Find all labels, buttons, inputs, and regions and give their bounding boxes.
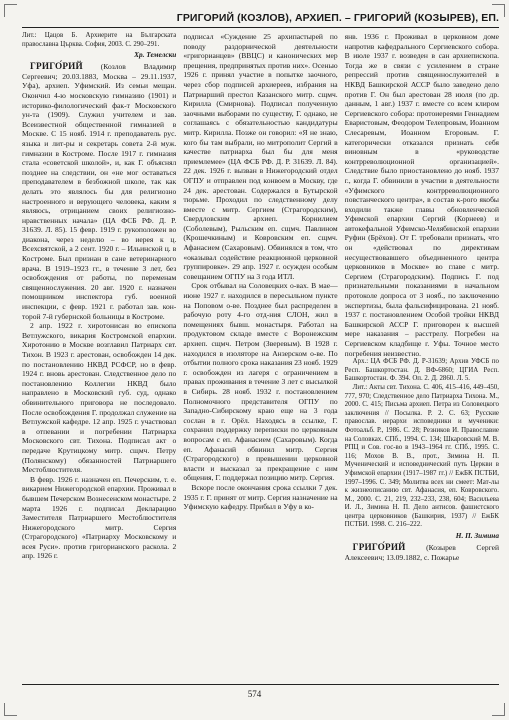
entry-paragraph: янв. 1936 г. Проживал в церковном доме напротив кафедрального Сергиевского собора. В июле 1937 г. возведен в сан архиепископа. Тогда же в связи с усилением в стране репрессий против священнослужителей в НКВД Башкирской АССР было заведено дело против Г. Он был арестован 28 июля (по др. данным, 1 авг.) 1937 г. вместе со всем клиром Сергиевского собора: протоиереями Геннадием Еваристовым, Феодором Телепровым, Иоанном Слесаревым, Иоанном Егоровым. Г. категорически отказался признать себя виновным в «руководстве контрреволюционной организацией». Следствие было приостановлено до нояб. 1937 г., когда Г. обвинили в участии в деятельности «Уфимского контрреволюционного повстанческого центра», в состав к-рого якобы входили также главы обновленческой Уфимской епархии Сергий (Корнеев) и автокефальной Уфимско-Челябинской епархии Руфин (Брёхов). От Г. требовали признать, что он «действовал по директивам несуществовавшего объединенного центра церковников в Москве» во главе с митр. Сергием (Страгородским). Подпись Г. под признательными показаниями в начальном протоколе допроса от 3 нояб., по заключению экспертизы, была фальсифицирована. 21 нояб. 1937 г. постановлением Особой тройки НКВД Башкирской АССР Г. приговорен к высшей мере наказания – расстрелу. Погребен на Сергиевском кладбище г. Уфы. Точное место погребения неизвестно.: [344, 32, 499, 358]
entry-paragraph: [22, 62, 176, 321]
running-header-title: ГРИГОРИЙ (КОЗЛОВ), АРХИЕП. – ГРИГОРИЙ (КОЗЫРЕВ), ЕП.: [176, 12, 499, 24]
entry-paragraph: подписал «Суждение 25 архипастырей по поводу раздорнической деятельности «григорианцев» (ВВЦС) и канонических мер прещения, предпринятых против них». Осенью 1926 г. принял участие в попытке заочного, через сбор подписей архиереев, избрания на Патриарший престол Казанского митр. сщмч. Кирилла (Смирнова). Подписал полученную заочными выборами по существу, Г. однако, не соглашаясь с обязательностью кандидатуры митр. Кирилла. Позже он говорил: «Я не знаю, кого бы там выбрали, но митрополит Сергий в качестве патриарха был бы для меня приемлемее» (ЦА ФСБ РФ. Д. Р. 31639. Л. 84). 22 дек. 1926 г. вызван в Нижегородский отдел ОГПУ и отправлен под конвоем в Москву, где 24 дек. арестован. Содержался в Бутырской тюрьме. Проходил по следственному делу вместе с митр. Сергием (Страгородским), Свердловским архиеп. Корнилием (Соболевым), Рыльским еп. сщмч. Павлином (Крошечкиным) и Ковровским еп. сщмч. Афанасием (Сахаровым). Обвинялся в том, что «оказывал содействие реакционной церковной группировке». 29 апр. 1927 г. осужден особым совещанием ОГПУ на 3 года ИТЛ.: [183, 32, 338, 281]
crop-mark-bottom-right: [492, 703, 505, 716]
entry-paragraph: [345, 543, 499, 562]
literature-note: Лит.: Акты свт. Тихона. С. 406, 415–416, 449–450, 777, 970; Следственное дело Патриарха Тихона. М., 2000. С. 415; Письма архиеп. Петра из Соловецкого заключения // Посылка. Р. 2. С. 63; Русские православ. иерархи исповедники и мученики: Фотоальб. Р., 1986. С. 28; Резников И. Православие на Соловках. СПб., 1994. С. 134; Шкаровский М. В. РПЦ и Сов. гос-во в 1943–1964 гг. СПб., 1995. С. 116; Мохов В. В., прот., Зимина Н. П. Мученический и исповеднический путь Церкви в Уфимской епархии (1917–1987 гг.) // ЕжБК ПСТБИ, 1997–1996. С. 349; Молитва всех ни смеет: Мат-лы к жизнеописанию свт. Афанасия, еп. Ковровского. М., 2000. С. 21, 219, 232–233, 238, 604; Васильева И. Л., Зимина Н. П. Дело антисов. фашистского центра церковников (Башкирия, 1937) // ЕжБК ПСТБИ. 1998. С. 216–222.: [344, 383, 499, 529]
column-middle: [183, 32, 337, 687]
page-number: 574: [247, 689, 262, 699]
author-signature: Хр. Темелски: [134, 50, 177, 60]
literature-note: Лит.: Цацов Б. Архиерите на Българската православна Църква. София, 2003. С. 290–291.: [22, 32, 177, 48]
archives-note: Арх.: ЦА ФСБ РФ. Д. Р-31639; Архив УФСБ по Респ. Башкортостан. Д. ВФ-6860; ЦГИА Респ. Башкортостан. Ф. 394. Оп. 2. Д. 2860. Л. 5.: [344, 358, 499, 383]
entry-headword: ГРИГО́РИЙ: [352, 542, 406, 553]
entry-paragraph: В февр. 1926 г. назначен еп. Печерским, т. е. викарием Нижегородской епархии. Проживал в бывшем Печерском Вознесенском монастыре. 2 марта 1926 г. подписал Декларацию Заместителя Патриаршего Местоблюстителя Нижегородского митр. Сергия (Страгородского) «Патриарху Московскому и всея Руси». против григорианского раскола. 2 апр. 1926 г.: [22, 474, 177, 561]
crop-mark-bottom-left: [4, 703, 17, 716]
column-right: [345, 32, 499, 687]
column-left: [22, 32, 176, 687]
running-header: [22, 12, 499, 28]
article-columns: [22, 32, 499, 687]
crop-mark-top-left: [4, 4, 17, 17]
entry-paragraph: Срок отбывал на Соловецких о-вах. В мае—июне 1927 г. находился в пересыльном пункте на Поповом о-ве. Позднее был распределен в рабочую роту 4-го отд-ния СЛОН, жил в помещениях бывш. монастыря. Работал на продуктовом складе вместе с Воронежским архиеп. сщмч. Петром (Зверевым). В 1928 г. находился в изоляторе на Анзерском о-ве. По отбытии полного срока наказания 23 нояб. 1929 г. освобожден из лагеря с ограничением в правах проживания в течение 3 лет с высылкой в Сибирь. 28 нояб. 1932 г. постановлением Полномочного представителя ОГПУ по Западно-Сибирскому краю еще на 3 года сослан в г. Орёл. Находясь в ссылке, Г. сохранил поддержку переписки по церковным вопросам с еп. Афанасием (Сахаровым). Когда еп. Афанасий обвинил митр. Сергия (Страгородского) в превышении церковной власти и высказал за прекращение с ним общения, Г. поддержал позицию митр. Сергия.: [183, 281, 338, 483]
entry-paragraph: Вскоре после окончания срока ссылки 7 дек. 1935 г. Г. принят от митр. Сергия назначение на Уфимскую кафедру. Прибыл в Уфу в ко-: [183, 482, 338, 512]
entry-text: (Козырев Сергей Алексеевич; 13.09.1882, с. Пожарье: [344, 543, 499, 562]
entry-text: (Козлов Владимир Сергеевич; 20.03.1883, Москва – 29.11.1937, Уфа), архиеп. Уфимский. Из семьи мещан. Окончил 4-ю московскую гимназию (1901) и историко-филологический фак-т Московского ун-та (1909). Служил учителем и зав. Всеизвестной общественной гимназией в Москве. С 15 нояб. 1914 г. преподаватель рус. языка и лит-ры и секретарь совета 2-й муж. гимназии в Костроме. После 1917 г. гимназия стала «советской школой», и, как Г. объяснял позднее на следствии, он «не мог оставаться преподавателем в безбожной школе, так как делать это являлось бы для религиозно настроенного и верующего человека, каким я являюсь, отрицанием своих религиозно-нравственных начала» (ЦА ФСБ РФ. Д. Р. 31639. Л. 85). 15 февр. 1919 г. рукоположен во диакона, через неделю – во иерея к ц. Всехсвятской, а 2 сент. 1920 г. – Ильинской ц. в Костроме. Был признан в сане ветеринарного врача. В 1919–1923 гг., в течение 3 лет, без освобождения от работы, по переменам священнослужения. 20 авг. 1920 г. назначен помощником инспектора губ. военной инспекции, с февр. 1921 г. работал зав. конторой 7-й губернской больницы в Костроме.: [22, 62, 177, 321]
footer-rule: [22, 684, 499, 685]
author-signature: Н. П. Зимина: [455, 531, 499, 541]
entry-headword: ГРИГО́РИЙ: [30, 61, 83, 72]
entry-paragraph: 2 апр. 1922 г. хиротонисан во епископа Ветлужского, викария Костромской епархии. Хиротонию в Москве возглавил Патриарх свт. Тихон. В 1923 г. арестован, освобожден 14 дек. по постановлению НКВД РСФСР, но в февр. 1924 г. вновь арестован. Следственное дело по постановлению Коллегии НКВД было направлено в Московский губ. суд, однако обвинительного приговора не последовало. После освобождения Г. продолжал служение на Ветлужской кафедре. 12 апр. 1925 г. участвовал в отпевании и погребении Патриарха Московского свт. Тихона. Подписал акт о передаче Крутицкому митр. сщмч. Петру (Полянскому) обязанностей Патриаршего Местоблюстителя.: [22, 321, 177, 475]
header-rule: [22, 27, 499, 28]
